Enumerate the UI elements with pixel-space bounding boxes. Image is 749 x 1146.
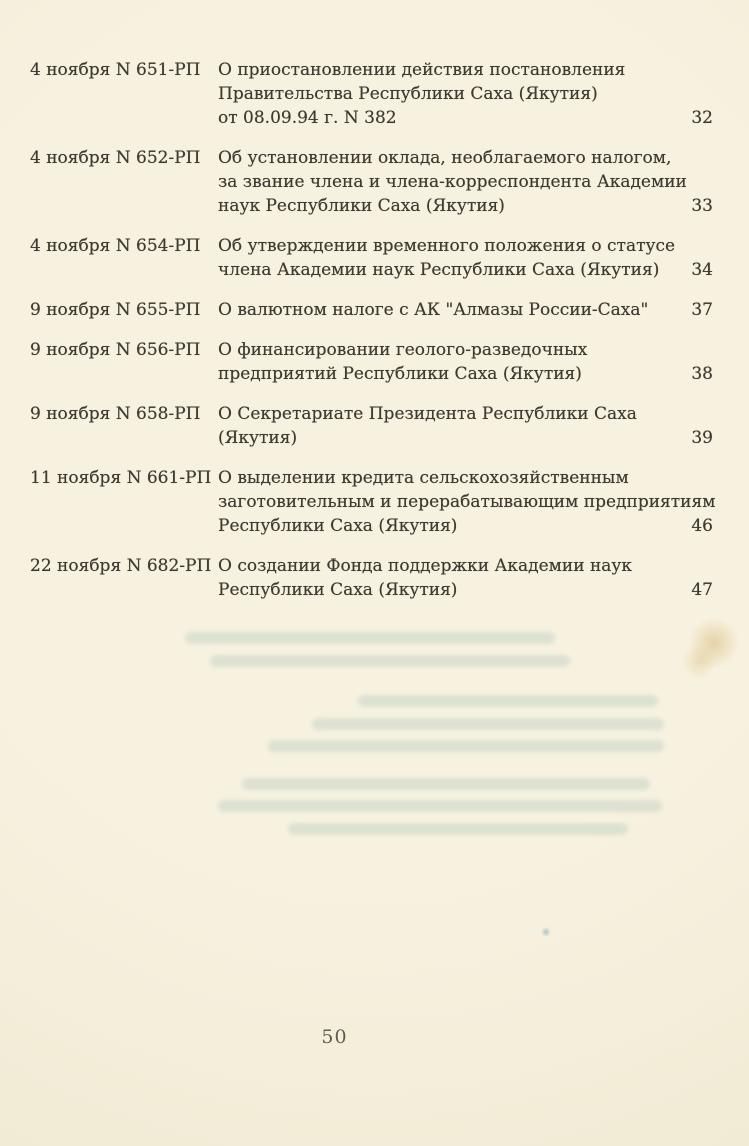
entry-date-text: 9 ноября: [30, 340, 111, 360]
entry-page-ref: 33: [691, 196, 713, 216]
entry-title: [218, 234, 676, 282]
entry-date: [30, 466, 212, 538]
bleedthrough-text-line: [210, 655, 570, 667]
title-line: члена Академии наук Республики Саха (Якутия): [218, 260, 660, 280]
page-number-footer: 50: [321, 1026, 348, 1048]
toc-entry: [30, 146, 713, 218]
entry-title: [218, 402, 673, 450]
title-line: О создании Фонда поддержки Академии наук: [218, 556, 633, 576]
entry-title: [218, 338, 673, 386]
toc-entry: [30, 466, 716, 538]
entry-date-text: 22 ноября: [30, 556, 122, 576]
title-line: О приостановлении действия постановления: [218, 60, 626, 80]
entry-title: [218, 146, 687, 218]
title-line: О Секретариате Президента Республики Саха: [218, 404, 637, 424]
title-line: О финансировании геолого-разведочных: [218, 340, 588, 360]
entry-date: [30, 58, 201, 130]
entry-date: [30, 338, 201, 386]
title-line: наук Республики Саха (Якутия): [218, 196, 505, 216]
title-line: Республики Саха (Якутия): [218, 516, 458, 536]
bleedthrough-text-line: [242, 778, 650, 790]
entry-doc-number: N 652-РП: [115, 148, 201, 168]
toc-entry: [30, 58, 713, 130]
entry-date-text: 4 ноября: [30, 236, 111, 256]
entry-date-text: 4 ноября: [30, 60, 111, 80]
title-line: Об установлении оклада, необлагаемого налогом,: [218, 148, 672, 168]
entry-doc-number: N 656-РП: [115, 340, 201, 360]
bleedthrough-text-line: [358, 695, 658, 707]
title-line: заготовительным и перерабатывающим предприятиям: [218, 492, 716, 512]
bleedthrough-text-line: [268, 740, 664, 752]
entry-page-ref: 32: [691, 108, 713, 128]
title-line: от 08.09.94 г. N 382: [218, 108, 397, 128]
entry-page-ref: 47: [691, 580, 713, 600]
toc-entry: [30, 338, 713, 386]
title-line: Республики Саха (Якутия): [218, 580, 458, 600]
bleedthrough-text-line: [218, 800, 662, 812]
title-line: за звание члена и члена-корреспондента Академии: [218, 172, 687, 192]
title-line: О валютном налоге с АК "Алмазы России-Саха": [218, 300, 649, 320]
entry-title: [218, 58, 673, 130]
entry-title: [218, 554, 673, 602]
entry-doc-number: N 658-РП: [115, 404, 201, 424]
bleedthrough-text-line: [312, 718, 664, 730]
bleedthrough-text-line: [288, 823, 628, 835]
title-line: предприятий Республики Саха (Якутия): [218, 364, 582, 384]
toc-entry: [30, 298, 713, 322]
entry-date-text: 9 ноября: [30, 300, 111, 320]
entry-date: [30, 146, 201, 218]
entry-date-text: 9 ноября: [30, 404, 111, 424]
toc-entry: [30, 234, 713, 282]
title-line: Об утверждении временного положения о статусе: [218, 236, 676, 256]
entry-date-text: 11 ноября: [30, 468, 122, 488]
entry-doc-number: N 661-РП: [126, 468, 212, 488]
entry-date: [30, 402, 201, 450]
entry-date: [30, 234, 201, 282]
entry-title: [218, 298, 673, 322]
entry-doc-number: N 651-РП: [115, 60, 201, 80]
entry-page-ref: 46: [691, 516, 713, 536]
entry-page-ref: 39: [691, 428, 713, 448]
entry-date: [30, 298, 201, 322]
entry-page-ref: 38: [691, 364, 713, 384]
entry-doc-number: N 655-РП: [115, 300, 201, 320]
entry-doc-number: N 654-РП: [115, 236, 201, 256]
title-line: (Якутия): [218, 428, 298, 448]
entry-page-ref: 37: [691, 300, 713, 320]
entry-doc-number: N 682-РП: [126, 556, 212, 576]
entry-date-text: 4 ноября: [30, 148, 111, 168]
toc-entry: [30, 554, 713, 602]
entry-date: [30, 554, 212, 602]
title-line: О выделении кредита сельскохозяйственным: [218, 468, 629, 488]
title-line: Правительства Республики Саха (Якутия): [218, 84, 598, 104]
toc-entry: [30, 402, 713, 450]
bleedthrough-text-line: [185, 632, 555, 644]
entry-page-ref: 34: [691, 260, 713, 280]
